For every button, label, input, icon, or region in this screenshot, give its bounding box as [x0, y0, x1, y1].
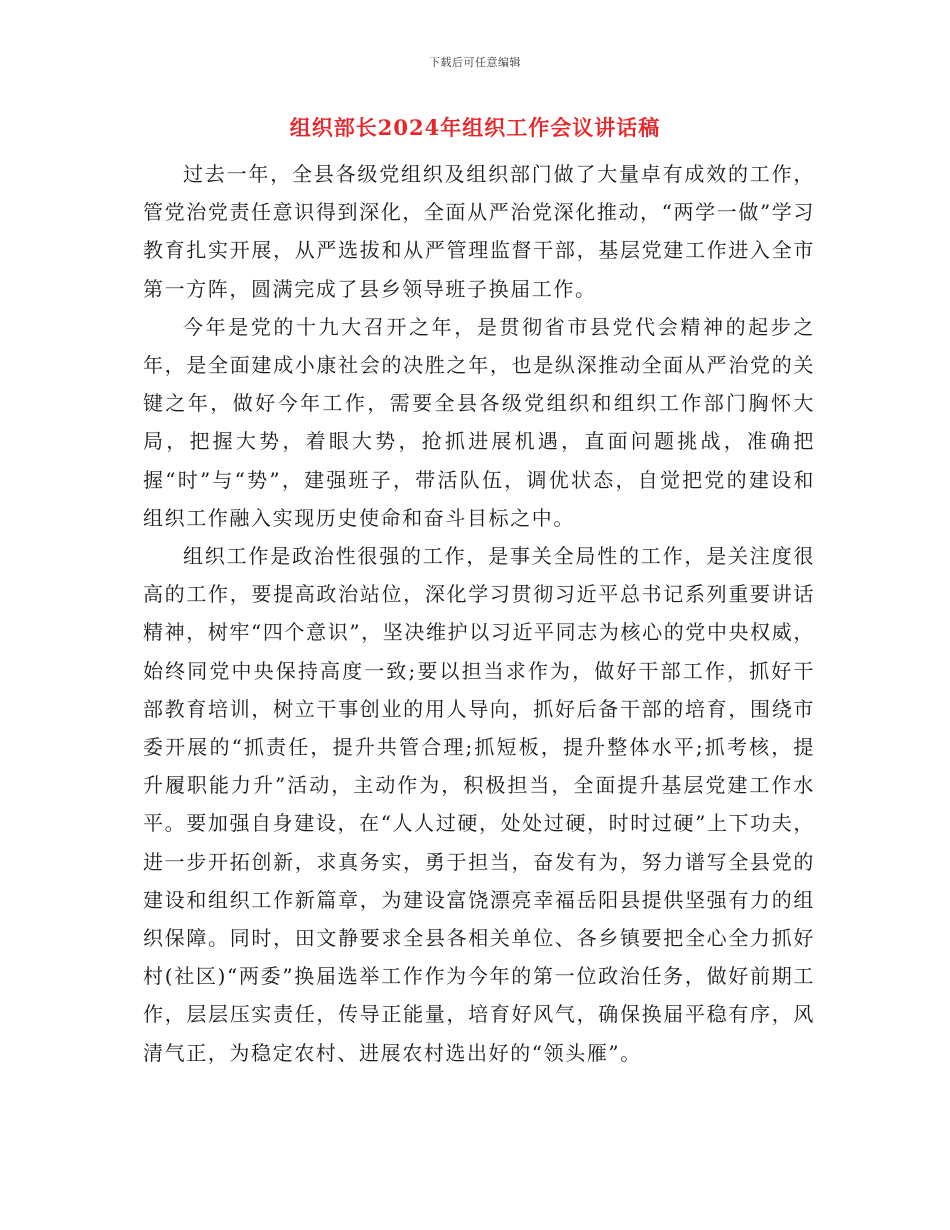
- header-note: 下载后可任意编辑: [429, 56, 521, 69]
- paragraph-3: 组织工作是政治性很强的工作，是事关全局性的工作，是关注度很高的工作，要提高政治站位，深化学习贯彻习近平总书记系列重要讲话精神，树牢“四个意识”，坚决维护以习近平同志为核心的党中央权威，始终同党中央保持高度一致;要以担当求作为，做好干部工作，抓好干部教育培训，树立干事创业的用人导向，抓好后备干部的培育，围绕市委开展的“抓责任，提升共管合理;抓短板，提升整体水平;抓考核，提升履职能力升”活动，主动作为，积极担当，全面提升基层党建工作水平。要加强自身建设，在“人人过硬，处处过硬，时时过硬”上下功夫，进一步开拓创新，求真务实，勇于担当，奋发有为，努力谱写全县党的建设和组织工作新篇章，为建设富饶漂亮幸福岳阳县提供坚强有力的组织保障。同时，田文静要求全县各相关单位、各乡镇要把全心全力抓好村(社区)“两委”换届选举工作作为今年的第一位政治任务，做好前期工作，层层压实责任，传导正能量，培育好风气，确保换届平稳有序，风清气正，为稳定农村、进展农村选出好的“领头雁”。: [143, 544, 815, 1065]
- document-body: [143, 155, 815, 1072]
- paragraph-2: 今年是党的十九大召开之年，是贯彻省市县党代会精神的起步之年，是全面建成小康社会的决胜之年，也是纵深推动全面从严治党的关键之年，做好今年工作，需要全县各级党组织和组织工作部门胸怀大局，把握大势，着眼大势，抢抓进展机遇，直面问题挑战，准确把握“时”与“势”，建强班子，带活队伍，调优状态，自觉把党的建设和组织工作融入实现历史使命和奋斗目标之中。: [143, 314, 815, 530]
- paragraph-1: 过去一年，全县各级党组织及组织部门做了大量卓有成效的工作，管党治党责任意识得到深化，全面从严治党深化推动，“两学一做”学习教育扎实开展，从严选拔和从严管理监督干部，基层党建工作进入全市第一方阵，圆满完成了县乡领导班子换届工作。: [143, 162, 815, 301]
- document-title: 组织部长2024年组织工作会议讲话稿: [289, 115, 661, 140]
